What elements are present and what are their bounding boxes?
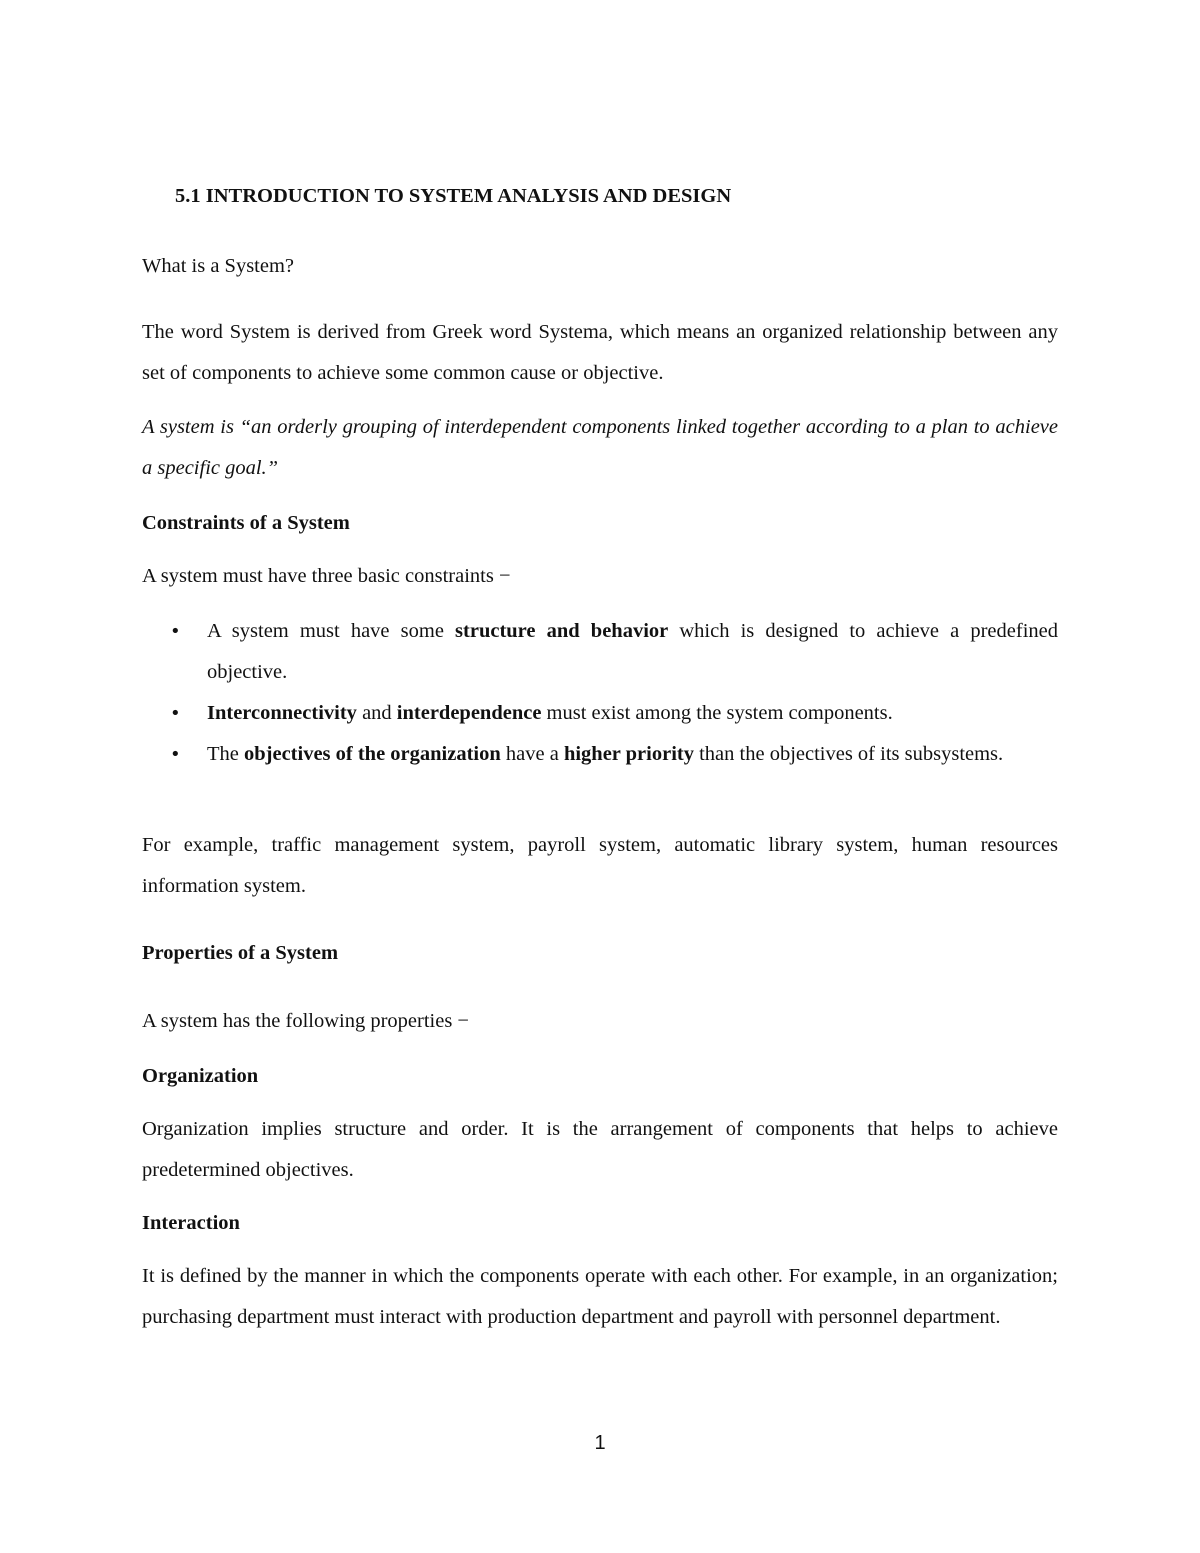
- bullet-icon: •: [170, 703, 181, 724]
- list-item: [142, 693, 1058, 734]
- bullet-text-mid: have a: [500, 743, 564, 765]
- organization-heading: Organization: [142, 1065, 259, 1087]
- page-number: 1: [594, 1432, 606, 1454]
- bullet-text-bold: interdependence: [396, 702, 542, 724]
- interaction-heading: Interaction: [142, 1212, 240, 1234]
- bullet-text-post: than the objectives of its subsystems.: [693, 743, 1004, 765]
- section-title: 5.1 INTRODUCTION TO SYSTEM ANALYSIS AND DESIGN: [175, 185, 732, 207]
- properties-heading: Properties of a System: [142, 942, 339, 964]
- bullet-icon: •: [170, 744, 181, 765]
- bullet-text-post: must exist among the system components.: [541, 702, 893, 724]
- interaction-paragraph: It is defined by the manner in which the components operate with each other. For example, in an organization; purchasing department must interact with production department and payroll with personnel department.: [142, 1265, 1058, 1328]
- bullet-text-bold: objectives of the organization: [244, 743, 501, 765]
- organization-paragraph: Organization implies structure and order. It is the arrangement of components that helps to achieve predetermined objectives.: [142, 1118, 1058, 1181]
- what-is-question: What is a System?: [142, 255, 295, 277]
- list-item: [142, 611, 1058, 693]
- bullet-text-mid: and: [356, 702, 397, 724]
- bullet-text-post: which is designed to achieve a predefined objective.: [207, 620, 1058, 683]
- list-item: [142, 734, 1058, 775]
- bullet-text-bold: structure and behavior: [455, 620, 669, 642]
- constraints-intro: A system must have three basic constraints −: [142, 565, 511, 587]
- bullet-text-bold: Interconnectivity: [207, 702, 357, 724]
- definition-paragraph: A system is “an orderly grouping of interdependent components linked together according to a plan to achieve a specific goal.”: [142, 416, 1058, 479]
- bullet-text-pre: A system must have some: [207, 620, 456, 642]
- origin-paragraph: The word System is derived from Greek word Systema, which means an organized relationship between any set of components to achieve some common cause or objective.: [142, 321, 1058, 384]
- constraints-heading: Constraints of a System: [142, 512, 350, 534]
- bullet-icon: •: [170, 621, 181, 642]
- example-paragraph: For example, traffic management system, payroll system, automatic library system, human resources information system.: [142, 834, 1058, 897]
- bullet-text-bold: higher priority: [563, 743, 694, 765]
- properties-intro: A system has the following properties −: [142, 1010, 469, 1032]
- bullet-text-pre: The: [207, 743, 244, 765]
- constraints-list: [142, 611, 1058, 775]
